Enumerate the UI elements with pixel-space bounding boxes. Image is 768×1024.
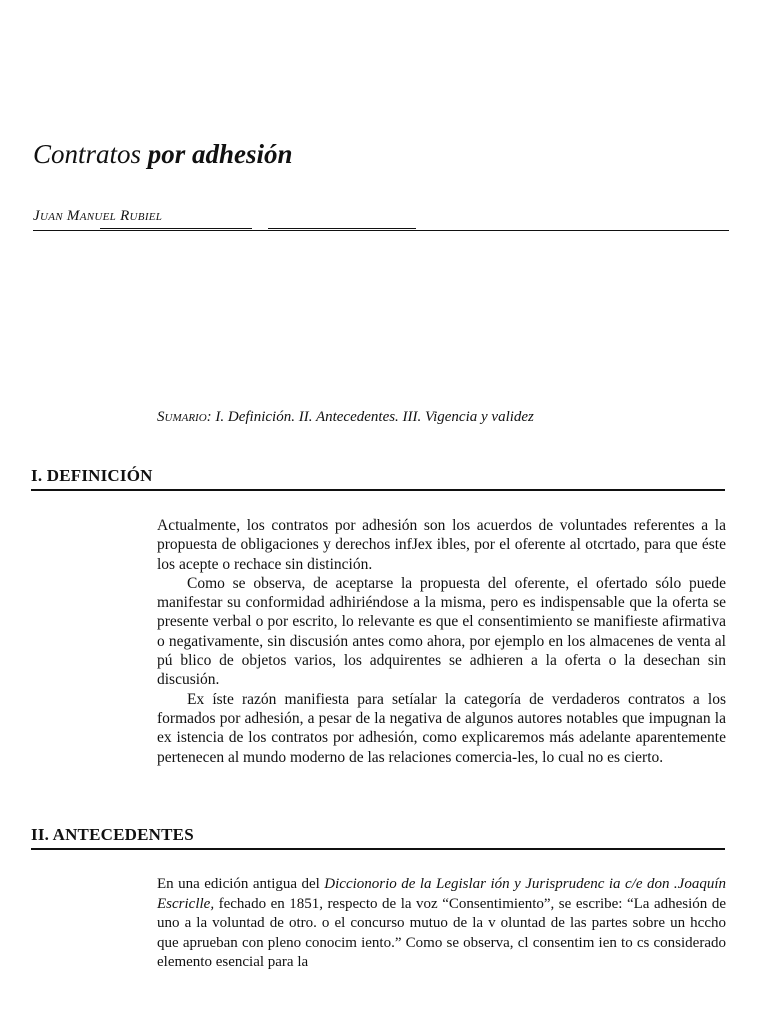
- paragraph-text: En una edición antigua del: [157, 876, 325, 892]
- paragraph-text: fechado en 1851, respecto de la voz “Consentimiento”, se escribe: “La adhesión de uno a la voluntad de otro. o el concurso mutuo de la v oluntad de las partes sobre un hccho que aprueban con pleno conocim iento.” Como se observa, cl consentim ien to cs considerado elemento esencial para la: [157, 895, 726, 970]
- section-body-antecedentes: [157, 875, 726, 973]
- summary-label: Sumario:: [157, 409, 212, 425]
- article-title-part1: Contratos: [33, 139, 142, 169]
- article-title-part2: por adhesión: [147, 139, 293, 169]
- section-rule-antecedentes: [31, 848, 725, 850]
- paragraph: Como se observa, de aceptarse la propuesta del oferente, el ofertado sólo puede manifestar su conformidad adhiriéndose a la misma, pero es indispensable que la oferta se presente verbal o por escrito, lo relevante es que el consentimiento se manifieste afirmativa o negativamente, sin discusión antes como ahora, por ejemplo en los almacenes de venta al pú blico de objetos varios, los adquirentes se adhieren a la oferta o la desechan sin discusión.: [157, 574, 726, 689]
- article-title: [33, 136, 293, 172]
- section-rule-definicion: [31, 489, 725, 491]
- section-heading-definicion: I. DEFINICIÓN: [31, 466, 153, 485]
- paragraph: Ex íste razón manifiesta para setíalar la categoría de verdaderos contratos a los formados por adhesión, a pesar de la negativa de algunos autores notables que impugnan la ex istencia de los contratos por adhesión, como explicaremos más adelante aparentemente pertenecen al mundo moderno de las relaciones comercia-les, lo cual no es cierto.: [157, 690, 726, 766]
- author-underline: [100, 228, 252, 229]
- section-heading-antecedentes: II. ANTECEDENTES: [31, 825, 194, 844]
- paragraph: [157, 875, 726, 973]
- summary-text: I. Definición. II. Antecedentes. III. Vigencia y validez: [215, 409, 534, 425]
- section-body-definicion: [157, 516, 726, 767]
- header-rule: [33, 230, 729, 231]
- summary: [157, 409, 534, 426]
- cited-work-title: Diccionorio de la Legislar ión y Jurisprudenc ia c/e don .Joaquín Escriclle,: [157, 876, 727, 912]
- author-name: Juan Manuel Rubiel: [33, 208, 163, 224]
- author-underline-2: [268, 228, 416, 229]
- paragraph: Actualmente, los contratos por adhesión son los acuerdos de voluntades referentes a la propuesta de obligaciones y derechos infJex ibles, por el oferente al otcrtado, para que éste los acepte o rechace sin distinción.: [157, 517, 726, 573]
